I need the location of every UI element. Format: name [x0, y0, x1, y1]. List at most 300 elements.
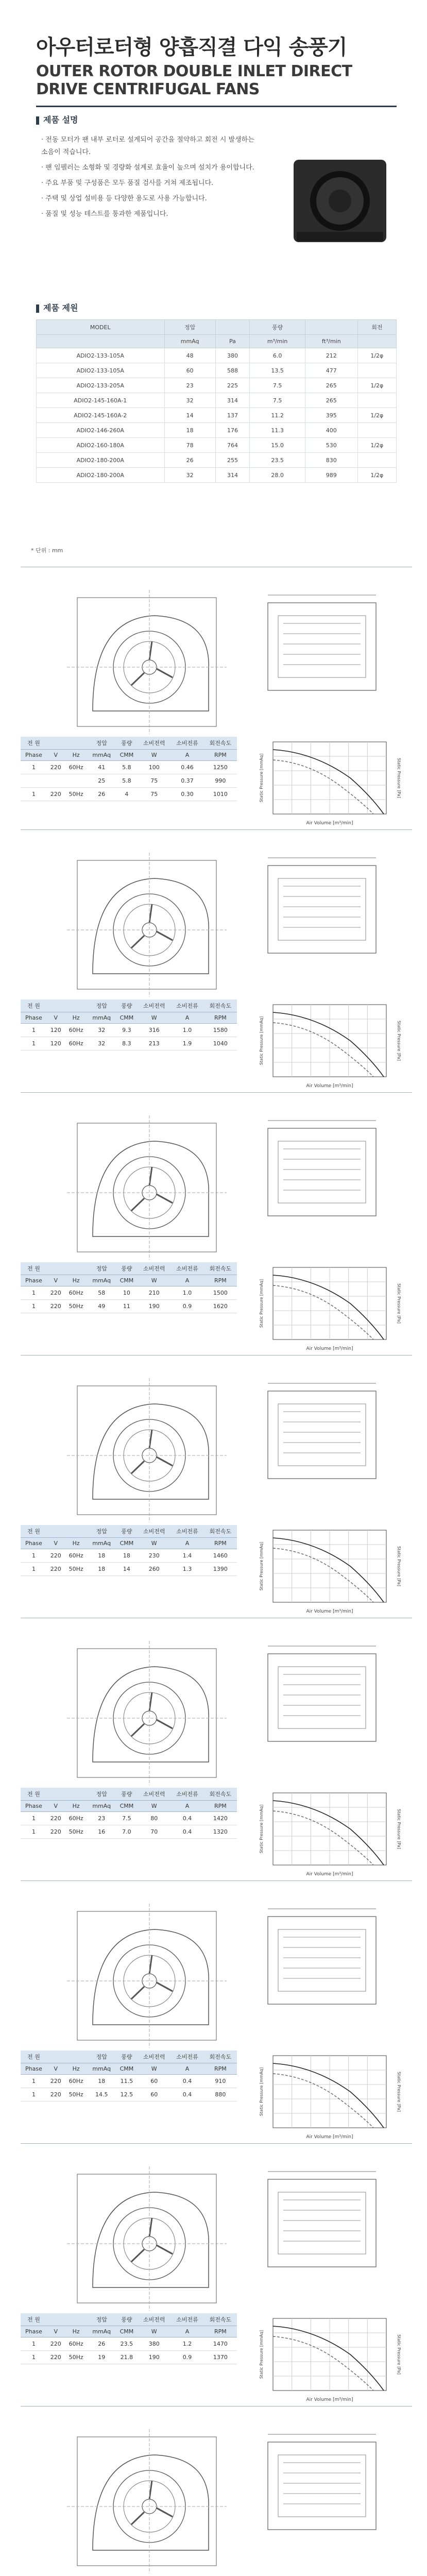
perf-subheader-cell: mmAq — [88, 1012, 116, 1024]
perf-subheader-cell: RPM — [204, 2063, 237, 2075]
perf-row — [21, 1037, 237, 1050]
perf-cell — [64, 774, 87, 788]
perf-cell: 18 — [116, 1549, 138, 1563]
perf-header-cell: 소비전류 — [170, 2313, 203, 2326]
front-view-drawing — [62, 587, 232, 737]
spec-cell: 1/2φ — [357, 468, 396, 483]
perf-cell: 1460 — [204, 1549, 237, 1563]
perf-cell: 70 — [138, 1825, 170, 1839]
side-view-drawing — [258, 2164, 386, 2277]
spec-cell: 530 — [305, 438, 357, 453]
side-view-drawing — [258, 1901, 386, 2014]
spec-cell: 14 — [164, 408, 215, 423]
perf-subheader-cell: CMM — [116, 1012, 138, 1024]
perf-header-cell: 회전속도 — [204, 999, 237, 1012]
perf-cell: 1040 — [204, 1037, 237, 1050]
perf-cell: 220 — [47, 1286, 65, 1300]
perf-cell: 23 — [88, 1812, 116, 1825]
perf-cell: 1 — [21, 2075, 47, 2088]
unit-note: * 단위 : mm — [31, 547, 63, 554]
perf-cell: 75 — [138, 788, 170, 801]
perf-subheader-cell: mmAq — [88, 1538, 116, 1549]
perf-cell: 190 — [138, 2351, 170, 2364]
perf-cell: 120 — [47, 1024, 65, 1037]
spec-cell: 1/2φ — [357, 438, 396, 453]
perf-cell: 4 — [116, 788, 138, 801]
perf-cell: 7.5 — [116, 1812, 138, 1825]
spec-cell: ADIO2-145-160A-1 — [37, 393, 165, 408]
side-view-drawing — [258, 850, 386, 963]
perf-cell: 32 — [88, 1037, 116, 1050]
perf-cell: 11.5 — [116, 2075, 138, 2088]
perf-cell: 120 — [47, 1037, 65, 1050]
perf-cell: 1 — [21, 761, 47, 774]
perf-cell: 12.5 — [116, 2088, 138, 2102]
perf-cell: 10 — [116, 1286, 138, 1300]
spec-cell: ADIO2-133-205A — [37, 378, 165, 393]
perf-header-cell: 회전속도 — [204, 2313, 237, 2326]
perf-cell: 220 — [47, 761, 65, 774]
spec-subheader-cell: Pa — [215, 335, 250, 348]
perf-subheader-cell: CMM — [116, 2326, 138, 2337]
front-view-drawing — [62, 1376, 232, 1525]
perf-header-cell: 소비전류 — [170, 1262, 203, 1275]
perf-subheader-cell: Hz — [64, 1538, 87, 1549]
perf-cell: 0.4 — [170, 2075, 203, 2088]
perf-header-cell: 풍량 — [116, 1262, 138, 1275]
perf-cell: 1580 — [204, 1024, 237, 1037]
perf-header-cell: 전 원 — [21, 2050, 47, 2063]
perf-header-cell: 전 원 — [21, 737, 47, 750]
perf-cell: 60Hz — [64, 1549, 87, 1563]
perf-cell: 220 — [47, 1812, 65, 1825]
spec-header-cell: 풍량 — [250, 320, 305, 335]
perf-subheader-cell: CMM — [116, 1801, 138, 1812]
perf-cell: 60Hz — [64, 2075, 87, 2088]
curve-x-label: Air Volume [m³/min] — [306, 1872, 353, 1877]
side-view-drawing — [258, 587, 386, 701]
drawing-panel — [21, 1886, 412, 2056]
perf-cell: 0.9 — [170, 2351, 203, 2364]
performance-curve — [252, 1788, 407, 1880]
perf-cell: 60Hz — [64, 1037, 87, 1050]
perf-header-cell: 회전속도 — [204, 1262, 237, 1275]
perf-subheader-cell: Phase — [21, 1275, 47, 1286]
perf-subheader-cell: Phase — [21, 1801, 47, 1812]
curve-y-label: Static Pressure [mmAq] — [259, 2330, 264, 2379]
spec-cell: ADIO2-145-160A-2 — [37, 408, 165, 423]
perf-header-cell: 소비전력 — [138, 1788, 170, 1801]
spec-cell: 314 — [215, 393, 250, 408]
perf-cell: 1420 — [204, 1812, 237, 1825]
drawing-panel — [21, 1623, 412, 1793]
perf-header-cell: 소비전류 — [170, 2050, 203, 2063]
curve-y-label-2: Static Pressure [Pa] — [397, 1809, 401, 1849]
spec-cell: 6.0 — [250, 348, 305, 363]
perf-cell: 60Hz — [64, 1024, 87, 1037]
perf-cell: 100 — [138, 761, 170, 774]
spec-cell: 23 — [164, 378, 215, 393]
curve-y-label-2: Static Pressure [Pa] — [397, 2334, 401, 2375]
perf-subheader-cell: CMM — [116, 750, 138, 761]
perf-subheader-cell: mmAq — [88, 2326, 116, 2337]
curve-y-label-2: Static Pressure [Pa] — [397, 1021, 401, 1061]
curve-y-label: Static Pressure [mmAq] — [259, 1541, 264, 1591]
perf-header-cell: 정압 — [88, 2313, 116, 2326]
section-divider — [21, 1880, 412, 1881]
perf-cell — [21, 774, 47, 788]
perf-cell: 75 — [138, 774, 170, 788]
perf-cell: 60 — [138, 2075, 170, 2088]
perf-subheader-cell: CMM — [116, 1538, 138, 1549]
perf-cell — [47, 774, 65, 788]
front-view-drawing — [62, 1638, 232, 1788]
perf-header-cell: 전 원 — [21, 2313, 47, 2326]
perf-cell: 220 — [47, 788, 65, 801]
perf-cell: 50Hz — [64, 2351, 87, 2364]
perf-cell: 220 — [47, 2088, 65, 2102]
perf-cell: 1.0 — [170, 1024, 203, 1037]
spec-header-cell — [215, 320, 250, 335]
spec-subheader-cell: ft³/min — [305, 335, 357, 348]
perf-cell: 1.4 — [170, 1549, 203, 1563]
spec-cell — [357, 423, 396, 438]
curve-x-label: Air Volume [m³/min] — [306, 1609, 353, 1614]
spec-cell: 380 — [215, 348, 250, 363]
perf-cell: 1 — [21, 2337, 47, 2351]
perf-cell: 1 — [21, 1825, 47, 1839]
perf-header-cell: 소비전력 — [138, 1262, 170, 1275]
perf-cell: 1 — [21, 1024, 47, 1037]
perf-subheader-cell: V — [47, 1275, 65, 1286]
perf-subheader-cell: Phase — [21, 2326, 47, 2337]
spec-cell: 7.5 — [250, 378, 305, 393]
curve-y-label-2: Static Pressure [Pa] — [397, 1283, 401, 1324]
perf-header-cell: 소비전력 — [138, 999, 170, 1012]
spec-cell: 28.0 — [250, 468, 305, 483]
section-divider — [21, 2143, 412, 2144]
spec-cell: 11.2 — [250, 408, 305, 423]
perf-header-cell — [47, 1525, 65, 1538]
perf-cell: 1 — [21, 1812, 47, 1825]
perf-row — [21, 761, 237, 774]
spec-cell: 588 — [215, 363, 250, 378]
perf-row — [21, 2088, 237, 2102]
perf-cell: 21.8 — [116, 2351, 138, 2364]
perf-cell: 910 — [204, 2075, 237, 2088]
perf-header-cell — [47, 1262, 65, 1275]
performance-curve — [252, 2050, 407, 2143]
perf-header-cell — [64, 1525, 87, 1538]
perf-cell: 14 — [116, 1563, 138, 1576]
perf-subheader-cell: A — [170, 2063, 203, 2075]
spec-cell — [357, 363, 396, 378]
product-photo — [283, 144, 397, 258]
perf-cell: 1390 — [204, 1563, 237, 1576]
perf-subheader-cell: A — [170, 2326, 203, 2337]
desc-label: 제품 설명 — [36, 113, 78, 125]
side-view-drawing — [258, 1638, 386, 1752]
perf-subheader-cell: CMM — [116, 2063, 138, 2075]
perf-header-cell: 회전속도 — [204, 1525, 237, 1538]
spec-cell: 265 — [305, 378, 357, 393]
perf-header-cell — [64, 1262, 87, 1275]
perf-header-cell — [47, 2050, 65, 2063]
spec-row — [37, 348, 397, 363]
perf-header-cell: 소비전류 — [170, 999, 203, 1012]
perf-header-cell: 풍량 — [116, 1525, 138, 1538]
performance-table — [21, 737, 237, 801]
perf-subheader-cell: W — [138, 1275, 170, 1286]
perf-cell: 1470 — [204, 2337, 237, 2351]
perf-cell: 220 — [47, 2075, 65, 2088]
perf-subheader-cell: Hz — [64, 2063, 87, 2075]
perf-subheader-cell: mmAq — [88, 750, 116, 761]
perf-subheader-cell: mmAq — [88, 2063, 116, 2075]
spec-table — [36, 319, 397, 483]
spec-cell: 395 — [305, 408, 357, 423]
perf-cell: 0.46 — [170, 761, 203, 774]
perf-cell: 220 — [47, 2337, 65, 2351]
spec-row — [37, 363, 397, 378]
perf-cell: 26 — [88, 788, 116, 801]
perf-cell: 0.4 — [170, 1812, 203, 1825]
perf-subheader-cell: RPM — [204, 750, 237, 761]
perf-header-cell — [47, 999, 65, 1012]
perf-subheader-cell: Phase — [21, 2063, 47, 2075]
perf-cell: 1 — [21, 1286, 47, 1300]
perf-row — [21, 1825, 237, 1839]
performance-panel — [21, 1262, 412, 1360]
perf-cell: 18 — [88, 2075, 116, 2088]
perf-cell: 5.8 — [116, 761, 138, 774]
spec-subheader-cell: m³/min — [250, 335, 305, 348]
perf-cell: 19 — [88, 2351, 116, 2364]
perf-row — [21, 2337, 237, 2351]
perf-cell: 23.5 — [116, 2337, 138, 2351]
perf-subheader-cell: RPM — [204, 1801, 237, 1812]
performance-panel — [21, 2050, 412, 2148]
spec-row — [37, 378, 397, 393]
perf-cell: 1010 — [204, 788, 237, 801]
perf-header-cell: 소비전력 — [138, 1525, 170, 1538]
perf-header-cell: 회전속도 — [204, 737, 237, 750]
perf-header-cell — [47, 1788, 65, 1801]
spec-row — [37, 408, 397, 423]
perf-cell: 11 — [116, 1300, 138, 1313]
performance-curve — [252, 1262, 407, 1355]
perf-subheader-cell: Hz — [64, 1275, 87, 1286]
perf-subheader-cell: A — [170, 750, 203, 761]
perf-cell: 220 — [47, 1825, 65, 1839]
spec-cell: 1/2φ — [357, 348, 396, 363]
perf-header-cell: 전 원 — [21, 1788, 47, 1801]
perf-header-cell: 풍량 — [116, 2313, 138, 2326]
perf-cell: 14.5 — [88, 2088, 116, 2102]
spec-cell: 314 — [215, 468, 250, 483]
performance-curve — [252, 2313, 407, 2406]
perf-row — [21, 2075, 237, 2088]
performance-table — [21, 1788, 237, 1839]
perf-cell: 50Hz — [64, 1300, 87, 1313]
description-line: · 주요 부품 및 구성품은 모두 품질 검사를 거쳐 제조됩니다. — [41, 179, 214, 187]
perf-cell: 60Hz — [64, 761, 87, 774]
perf-header-cell: 회전속도 — [204, 2050, 237, 2063]
spec-cell: 26 — [164, 453, 215, 468]
front-view-drawing — [62, 2164, 232, 2313]
performance-table — [21, 1262, 237, 1313]
perf-row — [21, 2351, 237, 2364]
performance-panel — [21, 737, 412, 835]
perf-subheader-cell: RPM — [204, 1012, 237, 1024]
spec-cell: ADIO2-180-200A — [37, 453, 165, 468]
perf-subheader-cell: Hz — [64, 1801, 87, 1812]
performance-table — [21, 2050, 237, 2102]
description-line: · 품질 및 성능 테스트를 통과한 제품입니다. — [41, 210, 168, 218]
perf-cell: 1250 — [204, 761, 237, 774]
performance-table — [21, 2313, 237, 2364]
front-view-drawing — [62, 2427, 232, 2576]
perf-cell: 60Hz — [64, 2337, 87, 2351]
performance-panel — [21, 2313, 412, 2411]
perf-cell: 26 — [88, 2337, 116, 2351]
perf-header-cell: 풍량 — [116, 2050, 138, 2063]
spec-cell: ADIO2-160-180A — [37, 438, 165, 453]
spec-cell: 15.0 — [250, 438, 305, 453]
perf-cell: 25 — [88, 774, 116, 788]
description-text — [41, 134, 258, 224]
spec-cell: 176 — [215, 423, 250, 438]
title-ko: 아우터로터형 양흡직결 다익 송풍기 — [36, 36, 347, 59]
spec-header-cell: MODEL — [37, 320, 165, 335]
drawing-panel — [21, 572, 412, 742]
perf-header-cell: 회전속도 — [204, 1788, 237, 1801]
perf-cell: 50Hz — [64, 1563, 87, 1576]
performance-table — [21, 999, 237, 1050]
spec-cell: 18 — [164, 423, 215, 438]
header — [36, 31, 407, 107]
perf-subheader-cell: Hz — [64, 1012, 87, 1024]
spec-cell: ADIO2-133-105A — [37, 363, 165, 378]
spec-cell: 989 — [305, 468, 357, 483]
perf-cell: 8.3 — [116, 1037, 138, 1050]
perf-header-cell: 정압 — [88, 1525, 116, 1538]
perf-subheader-cell: Phase — [21, 750, 47, 761]
perf-cell: 0.30 — [170, 788, 203, 801]
spec-cell: 1/2φ — [357, 378, 396, 393]
perf-subheader-cell: mmAq — [88, 1801, 116, 1812]
perf-cell: 220 — [47, 1563, 65, 1576]
spec-cell: 212 — [305, 348, 357, 363]
description-line: · 주택 및 상업 설비용 등 다양한 용도로 사용 가능합니다. — [41, 195, 207, 202]
perf-header-cell: 소비전류 — [170, 737, 203, 750]
perf-header-cell: 전 원 — [21, 999, 47, 1012]
spec-cell: 400 — [305, 423, 357, 438]
performance-panel — [21, 1788, 412, 1886]
perf-cell: 220 — [47, 1300, 65, 1313]
spec-cell: 477 — [305, 363, 357, 378]
perf-subheader-cell: W — [138, 1012, 170, 1024]
curve-x-label: Air Volume [m³/min] — [306, 1083, 353, 1089]
side-view-drawing — [258, 1376, 386, 1489]
spec-cell: ADIO2-133-105A — [37, 348, 165, 363]
curve-y-label-2: Static Pressure [Pa] — [397, 758, 401, 798]
performance-curve — [252, 737, 407, 829]
performance-panel — [21, 999, 412, 1097]
spec-cell: 1/2φ — [357, 408, 396, 423]
front-view-drawing — [62, 850, 232, 999]
spec-subheader-cell: mmAq — [164, 335, 215, 348]
spec-subheader-cell — [357, 335, 396, 348]
spec-cell: 7.5 — [250, 393, 305, 408]
spec-header-cell — [305, 320, 357, 335]
perf-cell: 1 — [21, 1300, 47, 1313]
performance-curve — [252, 999, 407, 1092]
perf-header-cell: 풍량 — [116, 737, 138, 750]
curve-y-label-2: Static Pressure [Pa] — [397, 2072, 401, 2112]
perf-cell: 380 — [138, 2337, 170, 2351]
perf-subheader-cell: Phase — [21, 1012, 47, 1024]
perf-cell: 1 — [21, 788, 47, 801]
perf-row — [21, 1300, 237, 1313]
perf-header-cell: 소비전력 — [138, 2050, 170, 2063]
perf-header-cell — [64, 2313, 87, 2326]
perf-row — [21, 1563, 237, 1576]
spec-cell — [357, 393, 396, 408]
perf-cell: 880 — [204, 2088, 237, 2102]
side-view-drawing — [258, 1113, 386, 1226]
curve-y-label: Static Pressure [mmAq] — [259, 753, 264, 803]
front-view-drawing — [62, 1901, 232, 2050]
perf-cell: 230 — [138, 1549, 170, 1563]
spec-header-cell: 정압 — [164, 320, 215, 335]
perf-row — [21, 1812, 237, 1825]
perf-row — [21, 1549, 237, 1563]
perf-cell: 1.2 — [170, 2337, 203, 2351]
perf-cell: 1320 — [204, 1825, 237, 1839]
perf-cell: 5.8 — [116, 774, 138, 788]
spec-cell: ADIO2-146-260A — [37, 423, 165, 438]
perf-cell: 220 — [47, 2351, 65, 2364]
title-underline — [36, 106, 397, 107]
perf-header-cell: 소비전력 — [138, 2313, 170, 2326]
perf-row — [21, 1024, 237, 1037]
spec-cell: 255 — [215, 453, 250, 468]
curve-x-label: Air Volume [m³/min] — [306, 1346, 353, 1351]
perf-header-cell: 풍량 — [116, 1788, 138, 1801]
perf-subheader-cell: RPM — [204, 2326, 237, 2337]
perf-subheader-cell: A — [170, 1801, 203, 1812]
description-line: · 팬 임펠러는 소형화 및 경량화 설계로 효율이 높으며 설치가 용이합니다. — [41, 164, 254, 172]
curve-y-label: Static Pressure [mmAq] — [259, 1804, 264, 1854]
perf-cell: 58 — [88, 1286, 116, 1300]
perf-cell: 9.3 — [116, 1024, 138, 1037]
perf-cell: 60Hz — [64, 1812, 87, 1825]
perf-subheader-cell: mmAq — [88, 1275, 116, 1286]
curve-x-label: Air Volume [m³/min] — [306, 821, 353, 826]
perf-cell: 18 — [88, 1549, 116, 1563]
perf-cell: 0.4 — [170, 1825, 203, 1839]
spec-row — [37, 438, 397, 453]
perf-header-cell: 소비전류 — [170, 1788, 203, 1801]
curve-y-label: Static Pressure [mmAq] — [259, 1279, 264, 1328]
front-view-drawing — [62, 1113, 232, 1262]
curve-x-label: Air Volume [m³/min] — [306, 2397, 353, 2402]
perf-cell: 80 — [138, 1812, 170, 1825]
spec-row — [37, 453, 397, 468]
perf-header-cell: 정압 — [88, 1262, 116, 1275]
perf-header-cell — [64, 1788, 87, 1801]
